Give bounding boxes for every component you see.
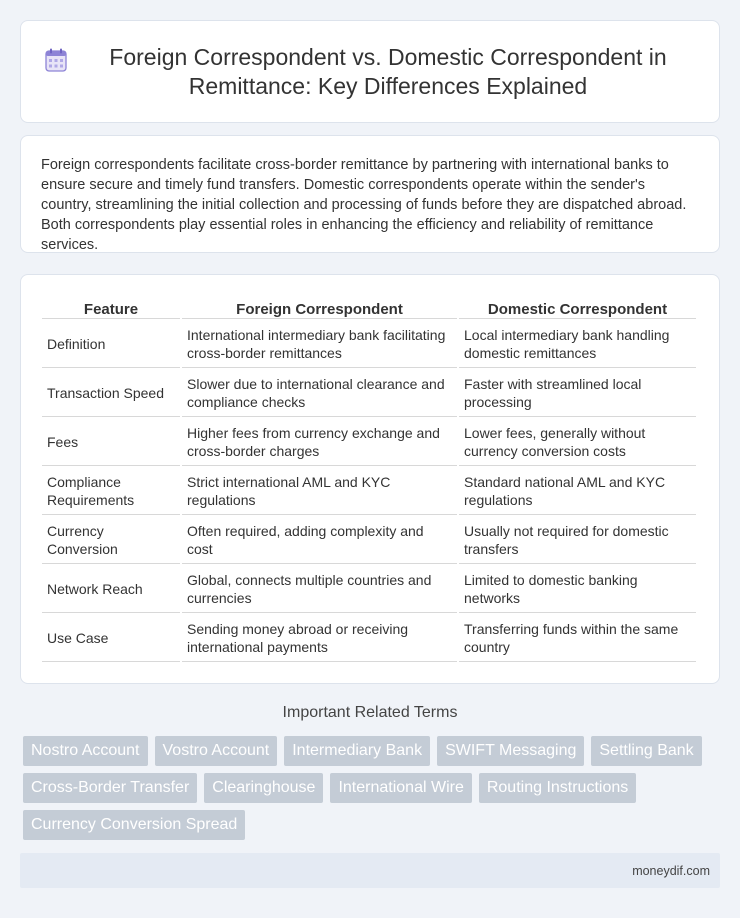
page-title: Foreign Correspondent vs. Domestic Correspondent in Remittance: Key Differences Explained: [109, 43, 667, 99]
table-row: [42, 615, 696, 662]
table-header-row: [42, 297, 696, 319]
domestic-cell: Lower fees, generally without currency conversion costs: [459, 419, 696, 466]
foreign-cell: Global, connects multiple countries and currencies: [182, 566, 457, 613]
related-term-tag[interactable]: Cross-Border Transfer: [23, 773, 197, 803]
feature-cell: Transaction Speed: [42, 370, 180, 417]
domestic-cell: Limited to domestic banking networks: [459, 566, 696, 613]
table-row: [42, 517, 696, 564]
feature-cell: Fees: [42, 419, 180, 466]
title-card: [20, 20, 720, 123]
calendar-icon: [45, 48, 67, 72]
table-row: [42, 419, 696, 466]
header-feature: Feature: [42, 297, 180, 319]
header-domestic-correspondent: Domestic Correspondent: [459, 297, 696, 319]
related-term-tag[interactable]: International Wire: [330, 773, 471, 803]
related-term-tag[interactable]: Settling Bank: [591, 736, 701, 766]
related-term-tag[interactable]: Intermediary Bank: [284, 736, 430, 766]
footer: [20, 853, 720, 888]
comparison-table-card: [20, 274, 720, 684]
table-row: [42, 370, 696, 417]
domestic-cell: Standard national AML and KYC regulations: [459, 468, 696, 515]
domestic-cell: Transferring funds within the same country: [459, 615, 696, 662]
header-foreign-correspondent: Foreign Correspondent: [182, 297, 457, 319]
feature-cell: Currency Conversion: [42, 517, 180, 564]
foreign-cell: Often required, adding complexity and cost: [182, 517, 457, 564]
comparison-table: [40, 295, 698, 664]
footer-site[interactable]: moneydif.com: [632, 863, 710, 878]
related-terms-heading: Important Related Terms: [282, 704, 458, 721]
foreign-cell: Sending money abroad or receiving international payments: [182, 615, 457, 662]
related-term-tag[interactable]: Routing Instructions: [479, 773, 636, 803]
feature-cell: Definition: [42, 321, 180, 368]
table-row: [42, 321, 696, 368]
feature-cell: Network Reach: [42, 566, 180, 613]
feature-cell: Compliance Requirements: [42, 468, 180, 515]
summary-card: [20, 135, 720, 253]
title-wrap: [45, 43, 695, 101]
related-terms-list: [23, 736, 723, 847]
table-row: [42, 468, 696, 515]
table-row: [42, 566, 696, 613]
related-term-tag[interactable]: Currency Conversion Spread: [23, 810, 245, 840]
related-term-tag[interactable]: Nostro Account: [23, 736, 148, 766]
domestic-cell: Usually not required for domestic transfers: [459, 517, 696, 564]
domestic-cell: Faster with streamlined local processing: [459, 370, 696, 417]
foreign-cell: International intermediary bank facilitating cross-border remittances: [182, 321, 457, 368]
related-term-tag[interactable]: Vostro Account: [155, 736, 278, 766]
domestic-cell: Local intermediary bank handling domestic remittances: [459, 321, 696, 368]
summary-text: Foreign correspondents facilitate cross-border remittance by partnering with international banks to ensure secure and timely fund transfers. Domestic correspondents operate within the sender's country, streamlining the initial collection and processing of funds before they are dispatched abroad. Both correspondents play essential roles in enhancing the efficiency and reliability of remittance services.: [41, 157, 687, 253]
foreign-cell: Strict international AML and KYC regulations: [182, 468, 457, 515]
related-term-tag[interactable]: SWIFT Messaging: [437, 736, 584, 766]
related-term-tag[interactable]: Clearinghouse: [204, 773, 323, 803]
foreign-cell: Higher fees from currency exchange and cross-border charges: [182, 419, 457, 466]
foreign-cell: Slower due to international clearance and compliance checks: [182, 370, 457, 417]
feature-cell: Use Case: [42, 615, 180, 662]
